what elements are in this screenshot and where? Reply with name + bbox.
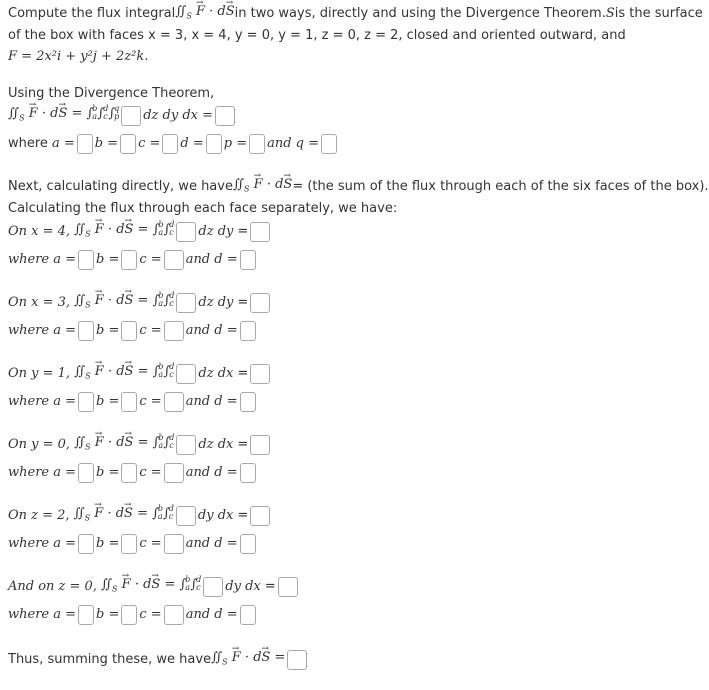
face-equals: = [237, 437, 249, 452]
direct-text-1b: = (the sum of the flux through each of the six faces of the box). [292, 179, 709, 194]
problem-line-1 [8, 3, 703, 25]
face-d-input[interactable] [240, 250, 256, 270]
face-integrand-input[interactable] [176, 364, 196, 384]
face-b-label: b = [96, 607, 120, 622]
face-c-input[interactable] [164, 392, 184, 412]
div-a-input[interactable] [77, 134, 93, 154]
face-1-integral-line [8, 292, 272, 314]
face-a-input[interactable] [78, 321, 94, 341]
face-c-label: c = [139, 536, 162, 551]
direct-text-1a: Next, calculating directly, we have [8, 179, 233, 194]
div-b-label: b = [94, 136, 119, 151]
face-4-limits-line [8, 533, 258, 555]
face-1-limits-line [8, 320, 258, 342]
face-b-input[interactable] [121, 534, 137, 554]
summary-integral: $∬_S \to F \cdot d\to S$ = [211, 647, 285, 674]
face-d-input[interactable] [240, 605, 256, 625]
face-equals: = [237, 295, 249, 310]
face-integrand-input[interactable] [176, 222, 196, 242]
face-2-integral-line [8, 363, 272, 385]
face-3-integral-line [8, 434, 272, 456]
div-q-input[interactable] [321, 134, 337, 154]
div-d-label: d = [180, 136, 204, 151]
divergence-result-input[interactable] [215, 106, 235, 126]
surface-symbol: S [605, 6, 615, 21]
face-result-input[interactable] [250, 293, 270, 313]
face-d-label: and d = [185, 536, 238, 551]
face-b-input[interactable] [121, 463, 137, 483]
face-c-input[interactable] [164, 321, 184, 341]
intro-text-1c: is the surface [614, 6, 703, 21]
face-b-input[interactable] [121, 605, 137, 625]
face-label: On x = 3, [8, 295, 71, 310]
face-differential: dy dx [197, 508, 234, 523]
face-equals: = [237, 224, 249, 239]
face-c-label: c = [139, 607, 162, 622]
face-c-input[interactable] [164, 250, 184, 270]
face-c-input[interactable] [164, 463, 184, 483]
div-c-input[interactable] [162, 134, 178, 154]
face-a-input[interactable] [78, 250, 94, 270]
face-result-input[interactable] [250, 435, 270, 455]
face-c-input[interactable] [164, 534, 184, 554]
face-d-input[interactable] [240, 392, 256, 412]
face-d-input[interactable] [240, 534, 256, 554]
face-equals: = [237, 366, 249, 381]
face-d-label: and d = [185, 252, 238, 267]
face-a-input[interactable] [78, 463, 94, 483]
face-4-integral-line [8, 505, 272, 527]
face-equals: = [237, 508, 249, 523]
direct-line-2 [8, 198, 397, 220]
divergence-integrand-input[interactable] [121, 106, 141, 126]
face-c-label: c = [139, 465, 162, 480]
div-d-input[interactable] [206, 134, 222, 154]
face-a-label: where a = [8, 394, 77, 409]
face-d-label: and d = [185, 607, 238, 622]
div-q-label: and q = [267, 136, 320, 151]
face-b-label: b = [96, 252, 120, 267]
face-5-integral-line [8, 576, 300, 598]
face-integral-expression: $∬_S \to F \cdot d\to S$ = ∫ b a ∫ d c [101, 574, 201, 601]
face-label: On z = 2, [8, 508, 70, 523]
face-a-input[interactable] [78, 605, 94, 625]
vector-field-definition: F = 2x²i + y²j + 2z²k. [8, 49, 149, 64]
face-a-label: where a = [8, 252, 77, 267]
face-differential: dz dy [198, 224, 234, 239]
face-c-label: c = [139, 394, 162, 409]
face-0-integral-line [8, 221, 272, 243]
summary-result-input[interactable] [287, 650, 307, 670]
div-a-label: a = [51, 136, 75, 151]
face-integrand-input[interactable] [176, 506, 196, 526]
face-label: On y = 0, [8, 437, 71, 452]
face-d-input[interactable] [240, 321, 256, 341]
face-label: On y = 1, [8, 366, 71, 381]
face-a-label: where a = [8, 607, 77, 622]
face-differential: dz dx [198, 437, 234, 452]
divergence-heading [8, 83, 214, 105]
face-b-label: b = [96, 465, 120, 480]
face-a-label: where a = [8, 536, 77, 551]
face-b-input[interactable] [121, 321, 137, 341]
face-c-label: c = [139, 252, 162, 267]
face-5-limits-line [8, 604, 258, 626]
div-where-label: where [8, 136, 48, 151]
div-p-input[interactable] [249, 134, 265, 154]
div-p-label: p = [223, 136, 248, 151]
problem-line-2 [8, 25, 626, 47]
face-integral-expression: $∬_S \to F \cdot d\to S$ = ∫ b a ∫ d c [74, 503, 174, 530]
face-differential: dy dx [225, 579, 261, 594]
face-0-limits-line [8, 249, 258, 271]
face-integral-expression: $∬_S \to F \cdot d\to S$ = ∫ b a ∫ d c [74, 361, 174, 388]
divergence-integral-line [8, 105, 237, 127]
face-integrand-input[interactable] [176, 293, 196, 313]
face-integrand-input[interactable] [176, 435, 196, 455]
face-integrand-input[interactable] [203, 577, 223, 597]
face-differential: dz dy [198, 295, 234, 310]
face-d-input[interactable] [240, 463, 256, 483]
face-label: And on z = 0, [8, 579, 97, 594]
face-3-limits-line [8, 462, 258, 484]
face-b-input[interactable] [121, 250, 137, 270]
face-label: On x = 4, [8, 224, 71, 239]
face-differential: dz dx [198, 366, 234, 381]
face-d-label: and d = [185, 465, 238, 480]
face-b-label: b = [96, 394, 120, 409]
face-equals: = [264, 579, 276, 594]
divergence-limits-line [8, 133, 339, 155]
summary-text: Thus, summing these, we have [8, 652, 212, 667]
intro-text-1a: Compute the flux integral [8, 6, 176, 21]
face-b-label: b = [96, 323, 120, 338]
face-b-label: b = [96, 536, 120, 551]
face-result-input[interactable] [250, 506, 270, 526]
direct-text-2: Calculating the flux through each face separately, we have: [8, 201, 398, 216]
face-result-input[interactable] [250, 364, 270, 384]
intro-text-1b: in two ways, directly and using the Divergence Theorem. [234, 6, 606, 21]
face-integral-expression: $∬_S \to F \cdot d\to S$ = ∫ b a ∫ d c [74, 219, 174, 246]
face-a-input[interactable] [78, 392, 94, 412]
face-2-limits-line [8, 391, 258, 413]
face-a-input[interactable] [78, 534, 94, 554]
divergence-heading-text: Using the Divergence Theorem, [8, 86, 215, 101]
face-d-label: and d = [185, 394, 238, 409]
problem-line-3 [8, 46, 148, 68]
summary-line [8, 649, 309, 671]
direct-line-1 [8, 176, 709, 198]
face-c-label: c = [139, 323, 162, 338]
face-c-input[interactable] [164, 605, 184, 625]
divergence-order: dz dy dx = [143, 108, 214, 123]
face-a-label: where a = [8, 465, 77, 480]
div-b-input[interactable] [120, 134, 136, 154]
face-a-label: where a = [8, 323, 77, 338]
face-integral-expression: $∬_S \to F \cdot d\to S$ = ∫ b a ∫ d c [74, 432, 174, 459]
face-d-label: and d = [185, 323, 238, 338]
div-c-label: c = [138, 136, 161, 151]
intro-text-2: of the box with faces x = 3, x = 4, y = 0, y = 1, z = 0, z = 2, closed and oriented outward, and [8, 28, 626, 43]
direct-integral: $∬_S \to F \cdot d\to S$ [233, 174, 292, 201]
face-result-input[interactable] [250, 222, 270, 242]
divergence-lhs: $∬_S \to F \cdot d\to S$ = ∫ b a ∫ d c ∫ q p [8, 103, 119, 130]
face-b-input[interactable] [121, 392, 137, 412]
face-integral-expression: $∬_S \to F \cdot d\to S$ = ∫ b a ∫ d c [74, 290, 174, 317]
face-result-input[interactable] [278, 577, 298, 597]
flux-integral-expression: $∬_S \to F \cdot d\to S$ [175, 1, 234, 28]
